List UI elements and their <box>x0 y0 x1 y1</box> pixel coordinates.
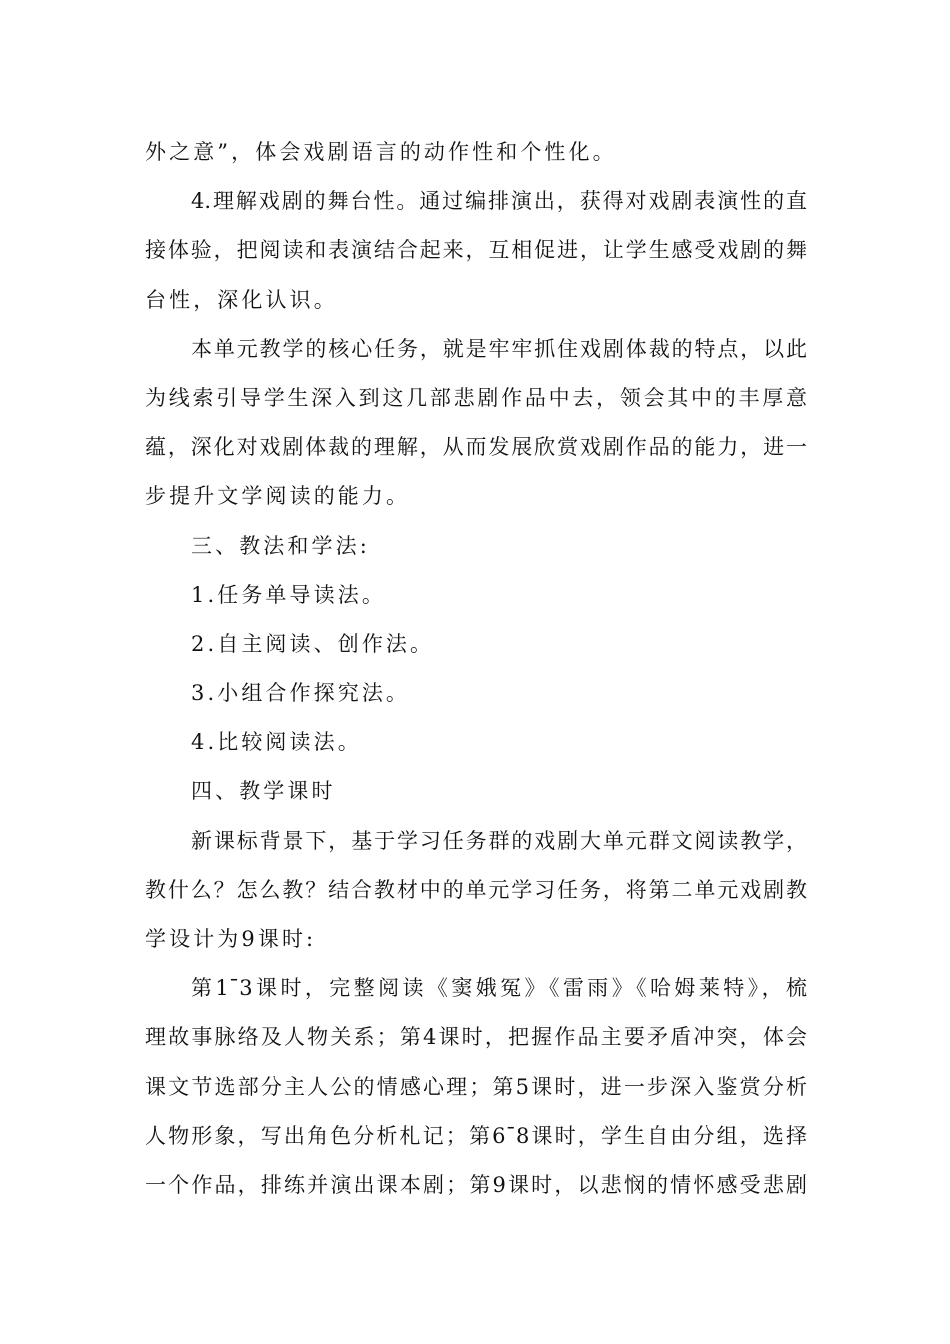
text-line-22: 一个作品，排练并演出课本剧；第9课时，以悲悯的情怀感受悲剧 <box>145 1172 807 1197</box>
list-item-2: 2.自主阅读、创作法。 <box>191 631 435 656</box>
list-item-4: 4.比较阅读法。 <box>191 730 362 755</box>
text-line-21: 人物形象，写出角色分析札记；第6¯8课时，学生自由分组，选择 <box>145 1123 807 1148</box>
text-line-1: 外之意”，体会戏剧语言的动作性和个性化。 <box>145 140 617 164</box>
text-line-15: 新课标背景下，基于学习任务群的戏剧大单元群文阅读教学， <box>191 828 807 853</box>
text-line-18: 第1¯3课时，完整阅读《窦娥冤》《雷雨》《哈姆莱特》，梳 <box>191 976 807 1001</box>
text-line-20: 课文节选部分主人公的情感心理；第5课时，进一步深入鉴赏分析 <box>145 1074 807 1099</box>
document-page <box>145 128 807 1210</box>
list-item-1: 1.任务单导读法。 <box>191 582 386 607</box>
text-line-16: 教什么？怎么教？结合教材中的单元学习任务，将第二单元戏剧教 <box>145 877 807 902</box>
text-line-19: 理故事脉络及人物关系；第4课时，把握作品主要矛盾冲突，体会 <box>145 1025 807 1050</box>
text-line-2: 4.理解戏剧的舞台性。通过编排演出，获得对戏剧表演性的直 <box>191 189 807 214</box>
text-line-6: 为线索引导学生深入到这几部悲剧作品中去，领会其中的丰厚意 <box>145 385 807 410</box>
text-line-3: 接体验，把阅读和表演结合起来，互相促进，让学生感受戏剧的舞 <box>145 238 807 263</box>
text-line-7: 蕴，深化对戏剧体裁的理解，从而发展欣赏戏剧作品的能力，进一 <box>145 435 807 460</box>
text-line-4: 台性，深化认识。 <box>145 287 338 312</box>
section-heading-hours: 四、教学课时 <box>191 779 336 804</box>
text-line-17: 学设计为9课时: <box>145 927 317 951</box>
text-line-5: 本单元教学的核心任务，就是牢牢抓住戏剧体裁的特点，以此 <box>191 336 807 361</box>
text-line-8: 步提升文学阅读的能力。 <box>145 484 411 509</box>
list-item-3: 3.小组合作探究法。 <box>191 681 411 706</box>
section-heading-methods: 三、教法和学法: <box>191 533 370 558</box>
